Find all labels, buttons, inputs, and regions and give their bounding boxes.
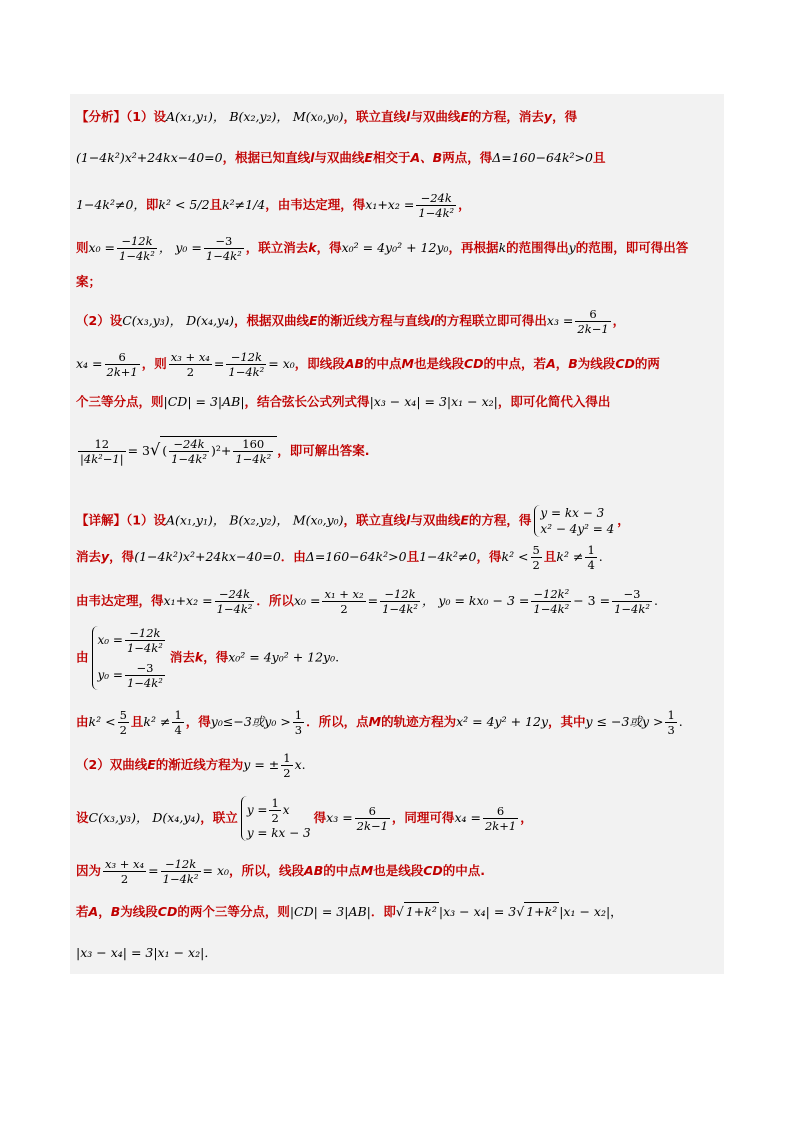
equation-system: x₀ = $\frac{-12k}{\text{1−4k²}}$ y₀ = $\frac{-3}{\text{1−4k²}}$ bbox=[92, 626, 167, 690]
fraction: $\frac{1}{3}$ bbox=[294, 708, 303, 737]
fraction: $\frac{\text{x₃ + x₄}}{2}$ bbox=[170, 350, 210, 379]
detail-line-3: 由韦达定理，得x₁+x₂ = $\frac{-24k}{\text{1−4k²}}$ ．所以x₀ = $\frac{\text{x₁ + x₂}}{2}$ = $\frac{-12k}{\text{1−4k²}}$ ， y₀ = kx₀ − 3 = $\frac{\text{−12k²}}{\text{1−4k²}}$ − 3 = $\frac{-3}{\text{1−4k²}}$ . bbox=[76, 587, 658, 616]
fraction: $\frac{160}{\text{1−4k²}}$ bbox=[235, 437, 272, 466]
fraction: $\frac{-3}{\text{1−4k²}}$ bbox=[205, 234, 242, 263]
analysis-line-8: 个三等分点，则|CD| = 3|AB|，结合弦长公式列式得|x₃ − x₄| = 3|x₁ − x₂|，即可化简代入得出 bbox=[76, 394, 611, 409]
analysis-line-6: （2）设C(x₃,y₃)， D(x₄,y₄)，根据双曲线E的渐近线方程与直线l的方程联立即可得出x₃ = $\frac{6}{2k-1}$ ， bbox=[76, 307, 626, 336]
fraction: $\frac{6}{2k+1}$ bbox=[484, 804, 517, 833]
fraction: $\frac{\text{x₃ + x₄}}{2}$ bbox=[105, 857, 145, 886]
fraction: $\frac{-3}{\text{1−4k²}}$ bbox=[126, 661, 163, 690]
fraction: $\frac{-12k}{\text{1−4k²}}$ bbox=[382, 587, 418, 616]
analysis-line-4: 则x₀ = $\frac{-12k}{\text{1−4k²}}$ ， y₀ = $\frac{-3}{\text{1−4k²}}$ ，联立消去k，得x₀² = 4y₀² + 12y₀，再根据k的范围得出y的范围，即可得出答 bbox=[76, 234, 689, 263]
fraction: $\frac{5}{2}$ bbox=[119, 708, 127, 737]
analysis-line-1: 【分析】（1）设A(x₁,y₁)， B(x₂,y₂)， M(x₀,y₀)，联立直线l与双曲线E的方程，消去y，得 bbox=[76, 109, 578, 124]
detail-line-2: 消去y，得(1−4k²)x²+24kx−40=0．由Δ=160−64k²>0且1−4k²≠0，得k² < $\frac{5}{2}$ 且k² ≠ $\frac{1}{4}$ . bbox=[76, 543, 603, 572]
fraction: $\frac{12}{\text{|4k²−1|}}$ bbox=[80, 437, 124, 466]
fraction: $\frac{\text{x₁ + x₂}}{2}$ bbox=[324, 587, 364, 616]
detail-line-4: 由 x₀ = $\frac{-12k}{\text{1−4k²}}$ y₀ = $\frac{-3}{\text{1−4k²}}$ 消去k，得x₀² = 4y₀² + 12y₀. bbox=[76, 626, 340, 690]
fraction: $\frac{-24k}{\text{1−4k²}}$ bbox=[418, 191, 455, 220]
analysis-tag: 【分析】 bbox=[76, 109, 127, 124]
fraction: $\frac{1}{2}$ bbox=[283, 751, 291, 780]
detail-line-5: 由k² < $\frac{5}{2}$ 且k² ≠ $\frac{1}{4}$ ，得y₀≤−3或y₀ > $\frac{1}{3}$ ．所以，点M的轨迹方程为x² = 4y² + 12y，其中y ≤ −3或y > $\frac{1}{3}$ . bbox=[76, 708, 683, 737]
fraction: $\frac{-24k}{\text{1−4k²}}$ bbox=[171, 437, 207, 466]
detail-line-8: 因为 $\frac{\text{x₃ + x₄}}{2}$ = $\frac{-12k}{\text{1−4k²}}$ = x₀，所以，线段AB的中点M也是线段CD的中点. bbox=[76, 857, 486, 886]
sqrt-radicand: ( $\frac{-24k}{\text{1−4k²}}$ )²+ $\frac{160}{\text{1−4k²}}$ bbox=[160, 436, 277, 466]
fraction: $\frac{\text{−12k²}}{\text{1−4k²}}$ bbox=[533, 587, 570, 616]
fraction: $\frac{-12k}{\text{1−4k²}}$ bbox=[126, 626, 163, 655]
detail-line-7: 设C(x₃,y₃)， D(x₄,y₄)，联立 y = $\frac{1}{2}$ x y = kx − 3 得x₃ = $\frac{6}{2k-1}$ ，同理可得x₄ = $\frac{6}{2k+1}$ ， bbox=[76, 796, 533, 840]
fraction: $\frac{-3}{\text{1−4k²}}$ bbox=[614, 587, 650, 616]
fraction: $\frac{1}{2}$ bbox=[271, 796, 279, 825]
detail-line-9: 若A，B为线段CD的两个三等分点，则|CD| = 3|AB|．即√ 1+k² |x₃ − x₄| = 3√ 1+k² |x₁ − x₂|， bbox=[76, 904, 623, 919]
fraction: $\frac{6}{2k-1}$ bbox=[577, 307, 609, 336]
analysis-line-2: (1−4k²)x²+24kx−40=0，根据已知直线l与双曲线E相交于A、B两点，得Δ=160−64k²>0且 bbox=[76, 150, 606, 165]
equation-system: y = kx − 3 x² − 4y² = 4 bbox=[534, 505, 614, 537]
detail-line-6: （2）双曲线E的渐近线方程为y = ± $\frac{1}{2}$ x. bbox=[76, 751, 306, 780]
fraction: $\frac{-12k}{\text{1−4k²}}$ bbox=[119, 234, 155, 263]
fraction: $\frac{1}{3}$ bbox=[667, 708, 675, 737]
detail-tag: 【详解】 bbox=[76, 512, 127, 528]
fraction: $\frac{6}{2k-1}$ bbox=[356, 804, 388, 833]
fraction: $\frac{1}{4}$ bbox=[174, 708, 182, 737]
detail-line-10: |x₃ − x₄| = 3|x₁ − x₂|． bbox=[76, 945, 217, 960]
fraction: $\frac{-12k}{\text{1−4k²}}$ bbox=[228, 350, 265, 379]
analysis-line-5: 案； bbox=[76, 274, 102, 289]
equation-system: y = $\frac{1}{2}$ x y = kx − 3 bbox=[241, 796, 311, 841]
fraction: $\frac{5}{2}$ bbox=[532, 543, 540, 572]
fraction: $\frac{1}{4}$ bbox=[587, 543, 595, 572]
detail-line-1: 【详解】（1）设A(x₁,y₁)， B(x₂,y₂)， M(x₀,y₀)，联立直线l与双曲线E的方程，得 y = kx − 3 x² − 4y² = 4 ， bbox=[76, 506, 630, 536]
fraction: $\frac{-24k}{\text{1−4k²}}$ bbox=[216, 587, 253, 616]
analysis-line-9: $\frac{12}{\text{|4k²−1|}}$ = 3√ ( $\frac{-24k}{\text{1−4k²}}$ )²+ $\frac{160}{\text{1−4k²}}$ ，即可解出答案. bbox=[80, 437, 370, 466]
fraction: $\frac{-12k}{\text{1−4k²}}$ bbox=[162, 857, 199, 886]
fraction: $\frac{6}{2k+1}$ bbox=[106, 350, 138, 379]
analysis-line-3: 1−4k²≠0，即k² < 5/2且k²≠1/4，由韦达定理，得x₁+x₂ = $\frac{-24k}{\text{1−4k²}}$ ， bbox=[76, 191, 471, 220]
analysis-line-7: x₄ = $\frac{6}{2k+1}$ ，则 $\frac{\text{x₃ + x₄}}{2}$ = $\frac{-12k}{\text{1−4k²}}$ = x₀，即线段AB的中点M也是线段CD的中点，若A，B为线段CD的两 bbox=[76, 350, 660, 379]
